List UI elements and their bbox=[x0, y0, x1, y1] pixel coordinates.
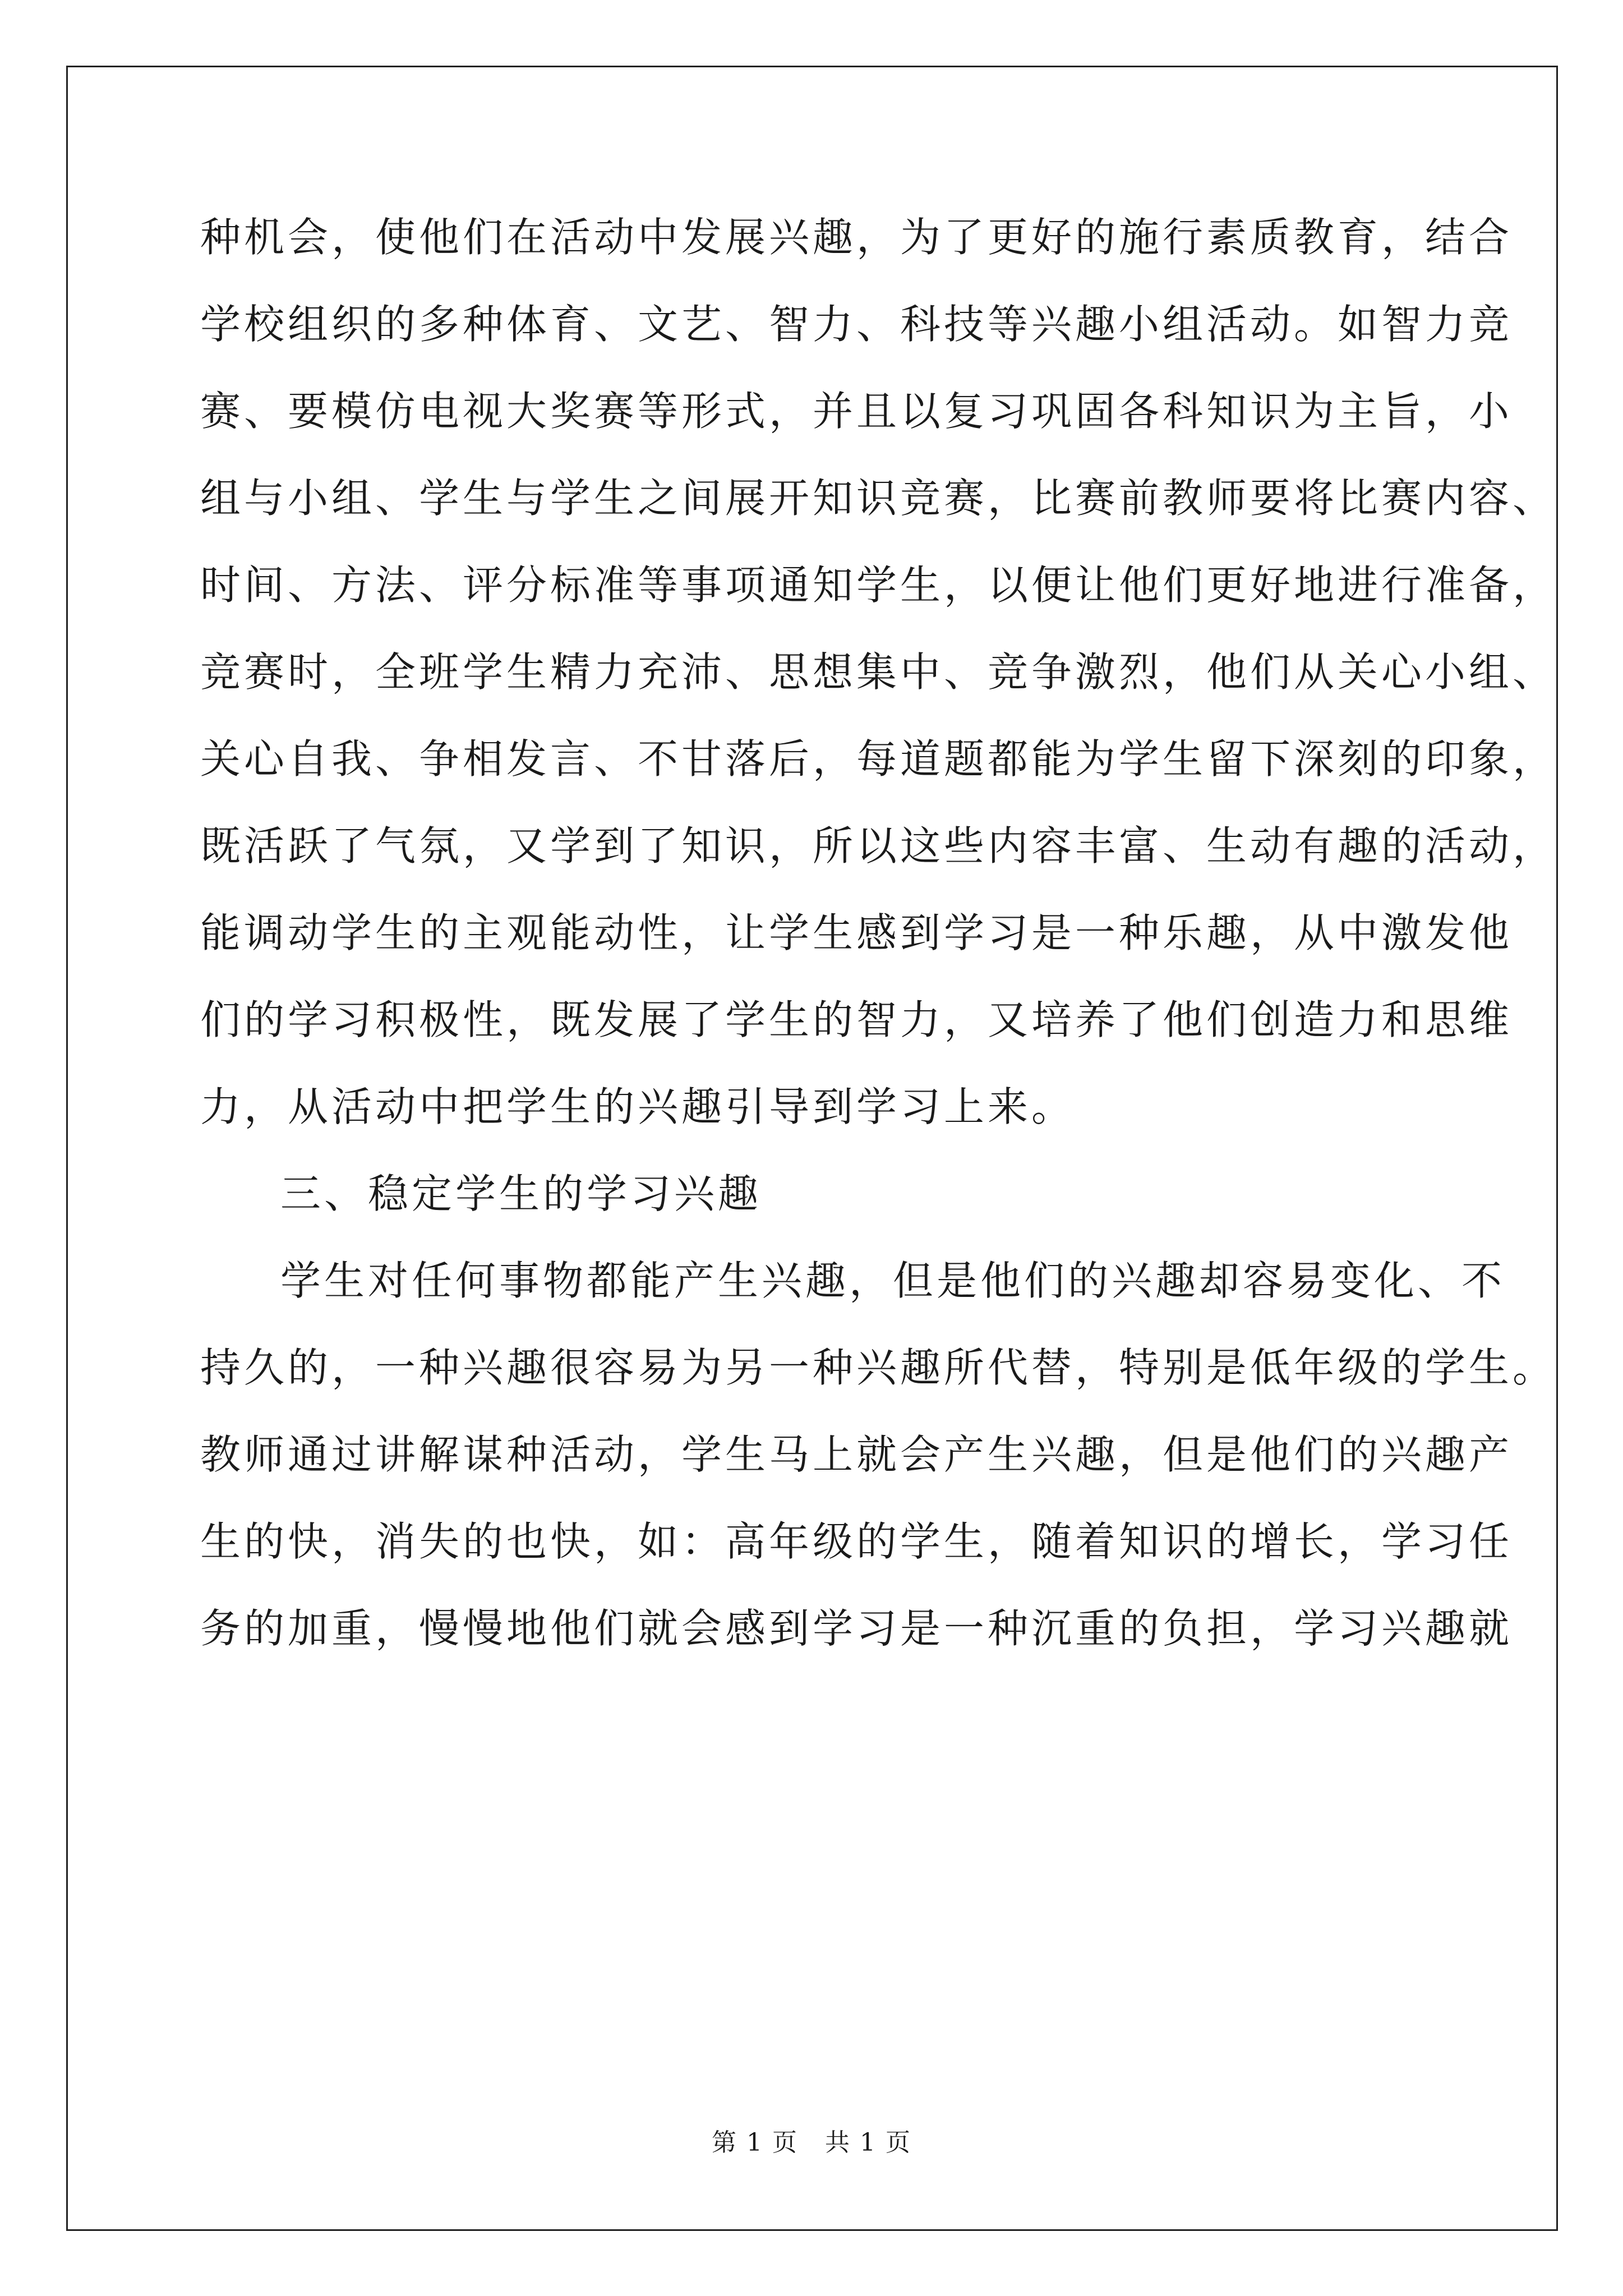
text-line: 学生对任何事物都能产生兴趣，但是他们的兴趣却容易变化、不 bbox=[280, 1257, 1506, 1304]
text-line: 竞赛时，全班学生精力充沛、思想集中、竞争激烈，他们从关心小组、 bbox=[200, 648, 1557, 696]
text-line: 们的学习积极性，既发展了学生的智力，又培养了他们创造力和思维 bbox=[200, 996, 1513, 1043]
text-line: 关心自我、争相发言、不甘落后，每道题都能为学生留下深刻的印象， bbox=[200, 735, 1557, 783]
text-line: 生的快，消失的也快，如：高年级的学生，随着知识的增长，学习任 bbox=[200, 1518, 1513, 1565]
text-line: 务的加重，慢慢地他们就会感到学习是一种沉重的负担，学习兴趣就 bbox=[200, 1605, 1513, 1652]
page-footer: 第 1 页 共 1 页 bbox=[712, 2128, 911, 2157]
text-line: 能调动学生的主观能动性，让学生感到学习是一种乐趣，从中激发他 bbox=[200, 909, 1513, 956]
text-line: 赛、要模仿电视大奖赛等形式，并且以复习巩固各科知识为主旨，小 bbox=[200, 388, 1513, 435]
text-line: 组与小组、学生与学生之间展开知识竞赛，比赛前教师要将比赛内容、 bbox=[200, 475, 1557, 522]
section-heading: 三、稳定学生的学习兴趣 bbox=[280, 1170, 762, 1217]
text-line: 学校组织的多种体育、文艺、智力、科技等兴趣小组活动。如智力竞 bbox=[200, 301, 1513, 348]
text-line: 持久的，一种兴趣很容易为另一种兴趣所代替，特别是低年级的学生。 bbox=[200, 1344, 1557, 1391]
text-line: 种机会，使他们在活动中发展兴趣，为了更好的施行素质教育，结合 bbox=[200, 214, 1513, 261]
text-line: 时间、方法、评分标准等事项通知学生，以便让他们更好地进行准备， bbox=[200, 562, 1557, 609]
text-line: 既活跃了气氛，又学到了知识，所以这些内容丰富、生动有趣的活动， bbox=[200, 822, 1557, 869]
text-line: 教师通过讲解谋种活动，学生马上就会产生兴趣，但是他们的兴趣产 bbox=[200, 1431, 1513, 1478]
text-line: 力，从活动中把学生的兴趣引导到学习上来。 bbox=[200, 1083, 1076, 1130]
